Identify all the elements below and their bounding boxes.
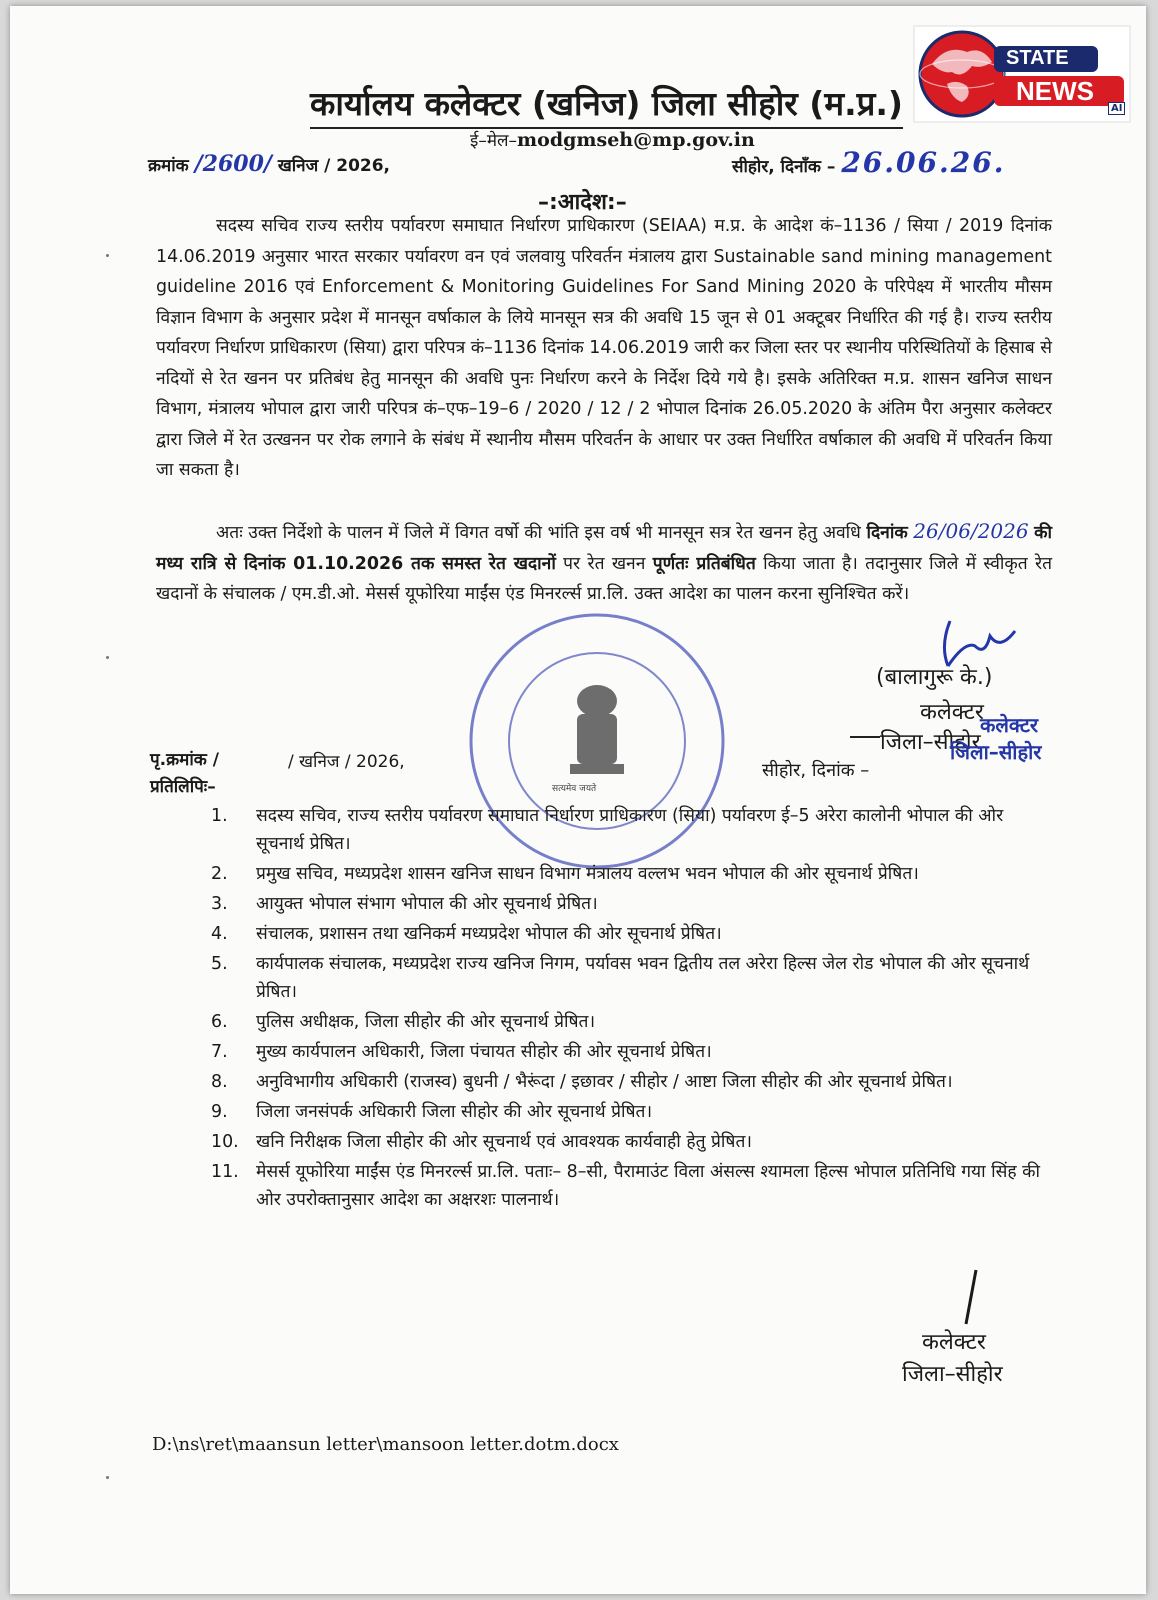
- copy-list-text: मुख्य कार्यपालन अधिकारी, जिला पंचायत सीहोर की ओर सूचनार्थ प्रेषित।: [256, 1042, 712, 1062]
- copy-list-number: 11.: [211, 1162, 239, 1182]
- document-page: [10, 6, 1146, 1594]
- copy-list-text: पुलिस अधीक्षक, जिला सीहोर की ओर सूचनार्थ प्रेषित।: [256, 1012, 596, 1032]
- copy-list-item: [156, 1158, 1052, 1214]
- file-path: D:\ns\ret\maansun letter\mansoon letter.dotm.docx: [152, 1434, 619, 1455]
- paragraph-2-period: की मध्य रात्रि से दिनांक 01.10.2026 तक समस्त रेत खदानों: [156, 523, 1053, 574]
- signatory-2-designation: कलेक्टर: [922, 1330, 986, 1355]
- reference-line: [148, 151, 390, 177]
- punch-mark: [106, 1476, 109, 1479]
- copy-list-item: [156, 1038, 1052, 1066]
- copy-list-item: [156, 802, 1052, 858]
- copy-list-number: 3.: [211, 894, 228, 914]
- copy-list-number: 9.: [211, 1102, 228, 1122]
- signatory-underline: [850, 736, 880, 738]
- paragraph-2-part-2: पर रेत खनन: [563, 553, 646, 574]
- copy-list-item: [156, 1128, 1052, 1156]
- paragraph-2-part-1: अतः उक्त निर्देशो के पालन में जिले में विगत वर्षो की भांति इस वर्ष भी मानसून सत्र रेत खनन हेतु अवधि: [216, 523, 861, 543]
- copy-list-item: [156, 1098, 1052, 1126]
- signature-stroke-icon: [960, 1268, 980, 1328]
- logo-text-state: STATE: [1006, 47, 1069, 69]
- globe-logo-icon: [912, 24, 1132, 124]
- paragraph-2-part-3: किया जाता है। तदानुसार जिले में स्वीकृत रेत खदानों के संचालक / एम.डी.ओ. मेसर्स यूफोरिया माईंस एंड मिनरर्ल्स प्रा.लि. उक्त आदेश का पालन करना सुनिश्चित करें।: [156, 553, 1052, 604]
- date-label: सीहोर, दिनाँक –: [732, 157, 836, 177]
- state-news-logo: [912, 24, 1132, 124]
- order-paragraph-2: [156, 516, 1052, 610]
- copy-list-text: संचालक, प्रशासन तथा खनिकर्म मध्यप्रदेश भोपाल की ओर सूचनार्थ प्रेषित।: [256, 924, 722, 944]
- copy-list-number: 4.: [211, 924, 228, 944]
- copy-list-item: [156, 890, 1052, 918]
- designation-stamp-line1: कलेक्टर: [980, 713, 1039, 737]
- signatory-2-district: जिला–सीहोर: [902, 1362, 1003, 1387]
- copy-list-text: मेसर्स यूफोरिया माईंस एंड मिनरर्ल्स प्रा.लि. पताः– 8–सी, पैरामाउंट विला अंसल्स श्यामला हिल्स भोपाल प्रतिनिधि गया सिंह की ओर उपरोक्तानुसार आदेश का अक्षरशः पालनार्थ।: [256, 1162, 1041, 1210]
- copy-list-number: 1.: [211, 806, 228, 826]
- ref-number-handwritten: /2600/: [194, 151, 272, 177]
- order-paragraph-1: [156, 211, 1052, 486]
- seal-motto: सत्यमेव जयते: [552, 784, 597, 794]
- order-heading: –:आदेश:–: [538, 190, 627, 215]
- copy-list-text: जिला जनसंपर्क अधिकारी जिला सीहोर की ओर सूचनार्थ प्रेषित।: [256, 1102, 653, 1122]
- signatory-district: जिला–सीहोर: [880, 730, 981, 755]
- paragraph-1-text: सदस्य सचिव राज्य स्तरीय पर्यावरण समाघात निर्धारण प्राधिकारण (SEIAA) म.प्र. के आदेश कं–1136 / सिया / 2019 दिनांक 14.06.2019 अनुसार भारत सरकार पर्यावरण वन एवं जलवायु परिवर्तन मंत्रालय द्वारा Sustainable sand mining management guideline 2016 एवं Enforcement & Monitoring Guidelines For Sand Mining 2020 के परिपेक्ष्य में भारतीय मौसम विज्ञान विभाग के अनुसार प्रदेश में मानसून वर्षाकाल के लिये मानसून सत्र की अवधि 15 जून से 01 अक्टूबर निर्धारित की गई है। राज्य स्तरीय पर्यावरण निर्धारण प्राधिकारण (सिया) द्वारा परिपत्र कं–1136 दिनांक 14.06.2019 जारी कर जिला स्तर पर स्थानीय परिस्थितियों के हिसाब से नदियों से रेत खनन पर प्रतिबंध हेतु मानसून की अवधि पुनः निर्धारण करने के निर्देश दिये गये है। इसके अतिरिक्त म.प्र. शासन खनिज साधन विभाग, मंत्रालय भोपाल द्वारा जारी परिपत्र कं–एफ–19–6 / 2020 / 12 / 2 भोपाल दिनांक 26.05.2020 के अंतिम पैरा अनुसार कलेक्टर द्वारा जिले में रेत उत्खनन पर रोक लगाने के संबंध में स्थानीय मौसम परिवर्तन के आधार पर उक्त निर्धारित वर्षाकाल की अवधि में परिवर्तन किया जा सकता है।: [156, 216, 1052, 480]
- signature-2: [960, 1268, 980, 1328]
- paragraph-2-date-label: दिनांक: [866, 523, 908, 543]
- copy-list-item: [156, 920, 1052, 948]
- email-address: modgmseh@mp.gov.in: [517, 129, 755, 151]
- date-value-handwritten: 26.06.26.: [841, 146, 1006, 179]
- copy-ref-label: पृ.क्रमांक /: [150, 750, 219, 770]
- copy-list-item: [156, 1068, 1052, 1096]
- email-prefix: ई–मेल–: [470, 131, 518, 151]
- copy-date-label: सीहोर, दिनांक –: [762, 760, 870, 781]
- punch-mark: [106, 254, 109, 257]
- paragraph-2-prohibited: पूर्णतः प्रतिबंधित: [652, 553, 756, 574]
- date-line: [732, 146, 1005, 179]
- copy-list-number: 6.: [211, 1012, 228, 1032]
- copy-ref-suffix: / खनिज / 2026,: [288, 752, 405, 772]
- ref-prefix: क्रमांक: [148, 156, 189, 176]
- copy-list-text: प्रमुख सचिव, मध्यप्रदेश शासन खनिज साधन विभाग मंत्रालय वल्लभ भवन भोपाल की ओर सूचनार्थ प्रेषित।: [256, 864, 919, 884]
- copy-list-text: सदस्य सचिव, राज्य स्तरीय पर्यावरण समाघात निर्धारण प्राधिकारण (सिया) पर्यावरण ई–5 अरेरा कालोनी भोपाल की ओर सूचनार्थ प्रेषित।: [256, 806, 1004, 854]
- copy-list-number: 7.: [211, 1042, 228, 1062]
- copy-label: प्रतिलिपिः–: [150, 777, 216, 797]
- copy-list-text: अनुविभागीय अधिकारी (राजस्व) बुधनी / भैरूंदा / इछावर / सीहोर / आष्टा जिला सीहोर की ओर सूचनार्थ प्रेषित।: [256, 1072, 953, 1092]
- signatory-designation: कलेक्टर: [920, 700, 984, 725]
- copy-list: [156, 802, 1052, 1216]
- ref-suffix: खनिज / 2026,: [277, 156, 391, 176]
- copy-list-number: 5.: [211, 954, 228, 974]
- office-title: कार्यालय कलेक्टर (खनिज) जिला सीहोर (म.प्र.): [310, 80, 903, 129]
- copy-list-number: 10.: [211, 1132, 239, 1152]
- logo-badge: AI: [1108, 102, 1125, 115]
- copy-list-text: कार्यपालक संचालक, मध्यप्रदेश राज्य खनिज निगम, पर्यावस भवन द्वितीय तल अरेरा हिल्स जेल रोड भोपाल की ओर सूचनार्थ प्रेषित।: [256, 954, 1030, 1002]
- signatory-name: (बालागुरू के.): [876, 665, 993, 690]
- copy-list-item: [156, 950, 1052, 1006]
- logo-text-news: NEWS: [1016, 76, 1094, 106]
- paragraph-2-handwritten-date: 26/06/2026: [913, 519, 1029, 543]
- punch-mark: [106, 656, 109, 659]
- copy-list-text: आयुक्त भोपाल संभाग भोपाल की ओर सूचनार्थ प्रेषित।: [256, 894, 598, 914]
- copy-list-item: [156, 860, 1052, 888]
- designation-stamp-line2: जिला–सीहोर: [950, 740, 1042, 764]
- email-line: [470, 128, 755, 151]
- copy-list-text: खनि निरीक्षक जिला सीहोर की ओर सूचनार्थ एवं आवश्यक कार्यवाही हेतु प्रेषित।: [256, 1132, 752, 1152]
- copy-list-number: 2.: [211, 864, 228, 884]
- copy-list-number: 8.: [211, 1072, 228, 1092]
- copy-list-item: [156, 1008, 1052, 1036]
